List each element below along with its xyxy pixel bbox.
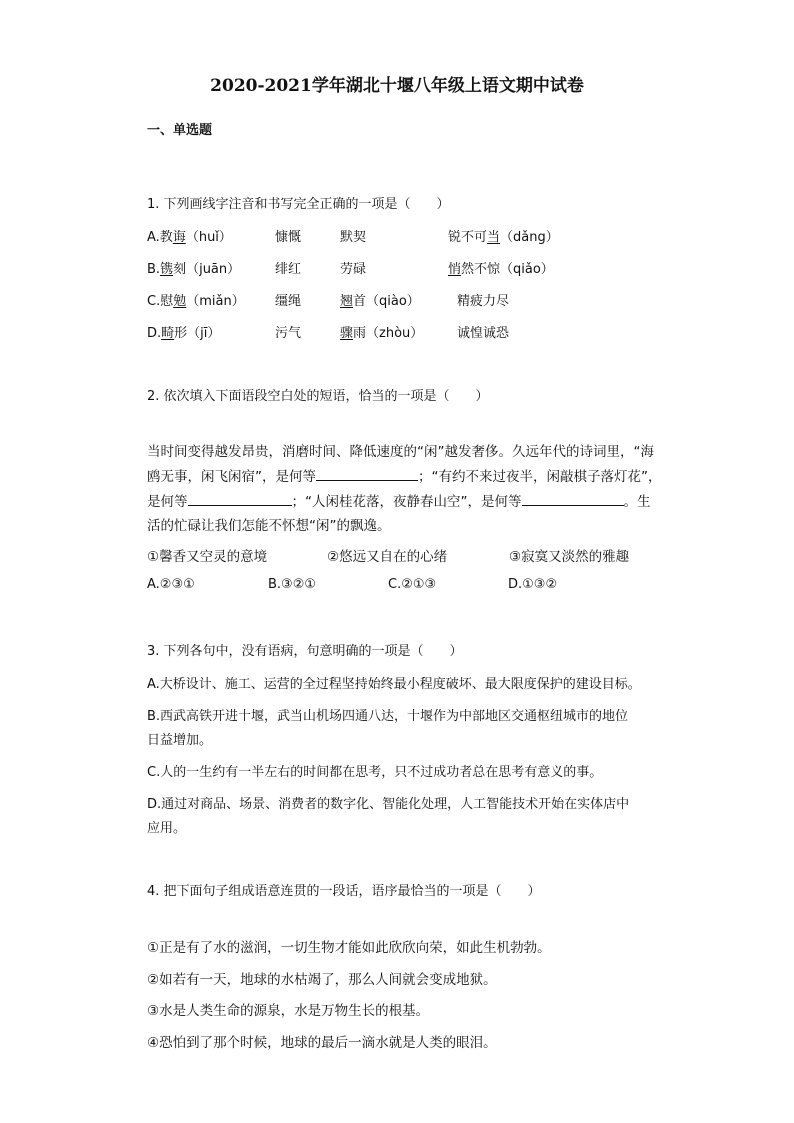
q2-option-b[interactable]: B.③②①	[268, 577, 317, 592]
q2-passage-line-3: 是何等 ；“人闲桂花落，夜静春山空”，是何等 。生	[147, 494, 651, 510]
question-1-stem: 1. 下列画线字注音和书写完全正确的一项是（ ）	[147, 197, 450, 212]
q1-row-a-col2: 慷慨	[275, 230, 302, 245]
q4-sentence-1: ①正是有了水的滋润，一切生物才能如此欣欣向荣，如此生机勃勃。	[147, 940, 551, 956]
q3-option-d-line-1[interactable]: D.通过对商品、场景、消费者的数字化、智能化处理，人工智能技术开始在实体店中	[147, 797, 630, 812]
q1-row-c-col2: 缰绳	[275, 294, 302, 309]
q1-row-d-col1: D.畸形（jī）	[147, 326, 221, 341]
q3-option-c[interactable]: C.人的一生约有一半左右的时间都在思考，只不过成功者总在思考有意义的事。	[147, 765, 603, 780]
q2-option-d[interactable]: D.①③②	[508, 577, 558, 592]
q2-item-2: ②悠远又自在的心绪	[327, 549, 448, 565]
q1-row-d-col3: 骤雨（zhòu）	[340, 326, 424, 341]
q3-option-b-line-1[interactable]: B.西武高铁开进十堰，武当山机场四通八达，十堰作为中部地区交通枢纽城市的地位	[147, 709, 629, 724]
question-2-stem: 2. 依次填入下面语段空白处的短语，恰当的一项是（ ）	[147, 389, 489, 404]
q1-row-c-col1: C.慰勉（miǎn）	[147, 294, 245, 309]
q1-row-a-col3: 默契	[340, 230, 367, 245]
q2-passage-line-1: 当时间变得越发昂贵，消磨时间、降低速度的“闲”越发奢侈。久远年代的诗词里，“海	[147, 444, 654, 460]
page-title: 2020-2021学年湖北十堰八年级上语文期中试卷	[210, 76, 584, 96]
q2-option-c[interactable]: C.②①③	[388, 577, 437, 592]
q3-option-a[interactable]: A.大桥设计、施工、运营的全过程坚持始终最小程度破坏、最大限度保护的建设目标。	[147, 677, 641, 692]
q2-passage-line-2: 鸥无事，闲飞闲宿”，是何等 ；“有约不来过夜半，闲敲棋子落灯花”，	[147, 469, 662, 485]
q4-sentence-4: ④恐怕到了那个时候，地球的最后一滴水就是人类的眼泪。	[147, 1035, 497, 1051]
question-3-stem: 3. 下列各句中，没有语病，句意明确的一项是（ ）	[147, 644, 463, 659]
q2-item-3: ③寂寞又淡然的雅趣	[509, 549, 630, 565]
q1-row-b-col1: B.镌刻（juān）	[147, 262, 241, 277]
q1-row-b-col4: 悄然不惊（qiǎo）	[448, 262, 554, 277]
q1-row-b-col2: 绯红	[275, 262, 302, 277]
q3-option-d-line-2[interactable]: 应用。	[147, 821, 187, 836]
q1-row-a-col1: A.教诲（huǐ）	[147, 230, 232, 245]
blank-2[interactable]	[188, 493, 292, 506]
q1-row-c-col3: 翘首（qiào）	[340, 294, 420, 309]
q4-sentence-3: ③水是人类生命的源泉，水是万物生长的根基。	[147, 1003, 430, 1019]
q1-row-b-col3: 劳碌	[340, 262, 367, 277]
section-heading: 一、单选题	[147, 123, 213, 138]
question-4-stem: 4. 把下面句子组成语意连贯的一段话，语序最恰当的一项是（ ）	[147, 884, 541, 899]
q1-row-c-col4: 精疲力尽	[457, 294, 510, 309]
q3-option-b-line-2[interactable]: 日益增加。	[147, 733, 213, 748]
q1-row-a-col4: 锐不可当（dǎng）	[448, 230, 559, 245]
q2-item-1: ①馨香又空灵的意境	[147, 549, 268, 565]
q1-row-d-col2: 污气	[275, 326, 302, 341]
q2-passage-line-4: 活的忙碌让我们怎能不怀想“闲”的飘逸。	[147, 518, 391, 534]
q1-row-d-col4: 诚惶诚恐	[457, 326, 510, 341]
blank-1[interactable]	[316, 468, 418, 481]
q2-option-a[interactable]: A.②③①	[147, 577, 195, 592]
blank-3[interactable]	[522, 493, 624, 506]
q4-sentence-2: ②如若有一天，地球的水枯竭了，那么人间就会变成地狱。	[147, 972, 497, 988]
